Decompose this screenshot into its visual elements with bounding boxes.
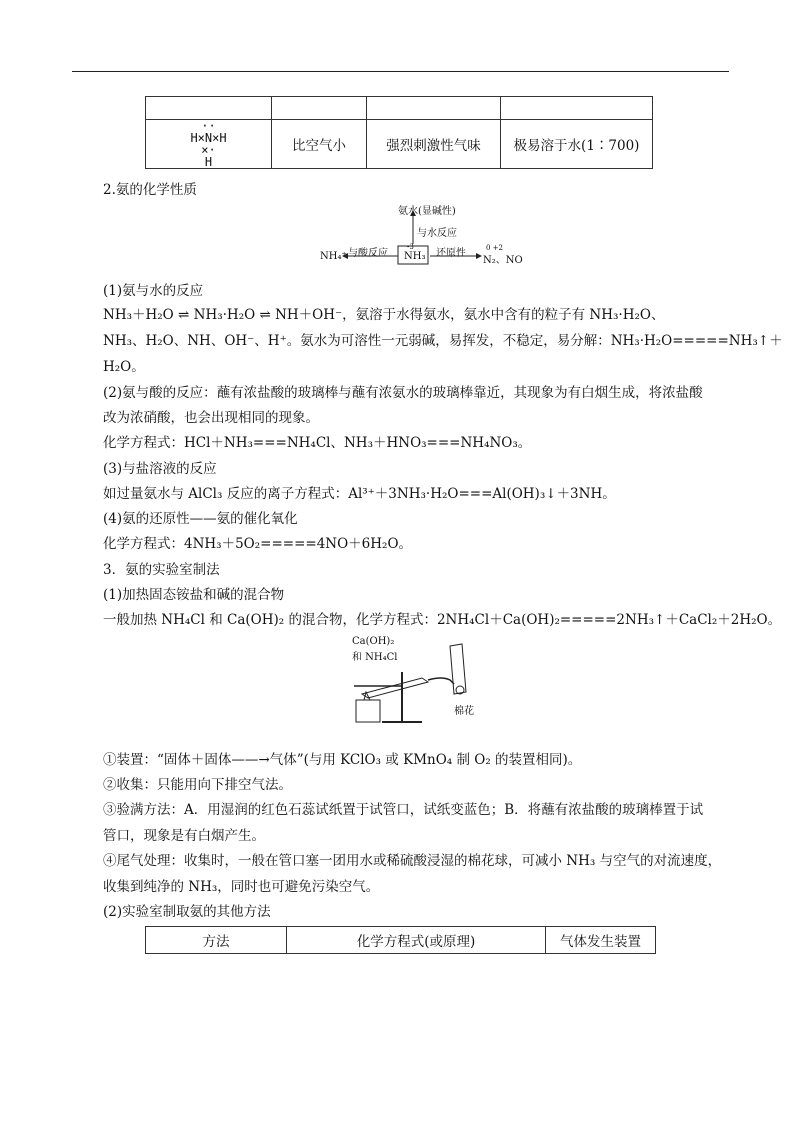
paragraph: (1)氨与水的反应 <box>103 283 204 299</box>
paragraph: 化学方程式：HCl＋NH₃===NH₄Cl、NH₃＋HNO₃===NH₄NO₃。 <box>103 435 532 451</box>
paragraph: ①装置：“固体＋固体——→气体”(与用 KClO₃ 或 KMnO₄ 制 O₂ 的装置相同)。 <box>103 752 582 768</box>
odor-cell: 强烈刺激性气味 <box>367 120 501 169</box>
diagram-reduce-label: 还原性 <box>436 248 466 259</box>
table-row <box>146 97 653 120</box>
section-heading: 3．氨的实验室制法 <box>103 562 220 578</box>
table-row <box>146 120 653 169</box>
table-cell <box>367 97 501 120</box>
table-cell <box>146 97 272 120</box>
table-header-cell: 化学方程式(或原理) <box>287 927 546 954</box>
lewis-structure: ·· H×N×H ×· H <box>190 119 227 169</box>
diagram-acid-label: 与酸反应 <box>348 248 388 259</box>
paragraph: 化学方程式：4NH₃＋5O₂=====4NO＋6H₂O。 <box>103 536 413 552</box>
apparatus-label-reagent2: 和 NH₄Cl <box>352 652 398 663</box>
apparatus-label-cotton: 棉花 <box>454 706 474 717</box>
paragraph: ②收集：只能用向下排空气法。 <box>103 777 292 793</box>
diagram-center-ox: -3 <box>407 243 414 251</box>
diagram-right-products: N₂、NO <box>483 255 523 266</box>
paragraph: (2)实验室制取氨的其他方法 <box>103 904 271 920</box>
page-top-rule <box>72 71 729 72</box>
diagram-water-label: 与水反应 <box>417 228 457 239</box>
lewis-structure-cell <box>146 120 272 169</box>
paragraph: 管口，现象是有白烟产生。 <box>103 828 265 844</box>
diagram-right-ox: 0 +2 <box>486 244 503 252</box>
diagram-center: NH₃ <box>404 251 426 262</box>
table-header-row <box>146 927 656 954</box>
paragraph: NH₃＋H₂O ⇌ NH₃·H₂O ⇌ NH＋OH⁻，氨溶于水得氨水，氨水中含有的粒子有 NH₃·H₂O、 <box>103 307 665 323</box>
table-header-cell: 方法 <box>146 927 287 954</box>
paragraph: (4)氨的还原性——氨的催化氧化 <box>103 511 298 527</box>
paragraph: ③验满方法：A．用湿润的红色石蕊试纸置于试管口，试纸变蓝色；B．将蘸有浓盐酸的玻璃棒置于试 <box>103 802 704 818</box>
paragraph: 如过量氨水与 AlCl₃ 反应的离子方程式：Al³⁺＋3NH₃·H₂O===Al(OH)₃↓＋3NH。 <box>103 486 616 502</box>
table-cell <box>272 97 367 120</box>
density-cell: 比空气小 <box>272 120 367 169</box>
section-heading: 2.氨的化学性质 <box>103 182 197 198</box>
paragraph: (2)氨与酸的反应：蘸有浓盐酸的玻璃棒与蘸有浓氨水的玻璃棒靠近，其现象为有白烟生成，将浓盐酸 <box>103 385 703 401</box>
paragraph: ④尾气处理：收集时，一般在管口塞一团用水或稀硫酸浸湿的棉花球，可减小 NH₃ 与空气的对流速度， <box>103 853 722 869</box>
ammonia-apparatus-figure <box>342 634 476 726</box>
paragraph: (1)加热固态铵盐和碱的混合物 <box>103 587 285 603</box>
paragraph: NH₃、H₂O、NH、OH⁻、H⁺。氨水为可溶性一元弱碱，易挥发，不稳定，易分解：NH₃·H₂O=====NH₃↑＋ <box>103 333 783 349</box>
diagram-left-product: NH₄⁺ <box>320 251 347 262</box>
diagram-top-label: 氨水(显碱性) <box>398 206 456 217</box>
paragraph: 收集到纯净的 NH₃，同时也可避免污染空气。 <box>103 879 380 895</box>
apparatus-label-reagent1: Ca(OH)₂ <box>352 636 395 647</box>
other-methods-table <box>145 926 656 954</box>
paragraph: 一般加热 NH₄Cl 和 Ca(OH)₂ 的混合物，化学方程式：2NH₄Cl＋Ca(OH)₂=====2NH₃↑＋CaCl₂＋2H₂O。 <box>103 612 782 628</box>
paragraph: 改为浓硝酸，也会出现相同的现象。 <box>103 410 319 426</box>
ammonia-properties-table <box>145 96 653 169</box>
table-cell <box>501 97 653 120</box>
paragraph: (3)与盐溶液的反应 <box>103 461 217 477</box>
solubility-cell: 极易溶于水(1∶700) <box>501 120 653 169</box>
table-header-cell: 气体发生装置 <box>546 927 656 954</box>
ammonia-properties-diagram <box>318 200 523 270</box>
paragraph: H₂O。 <box>103 359 145 375</box>
